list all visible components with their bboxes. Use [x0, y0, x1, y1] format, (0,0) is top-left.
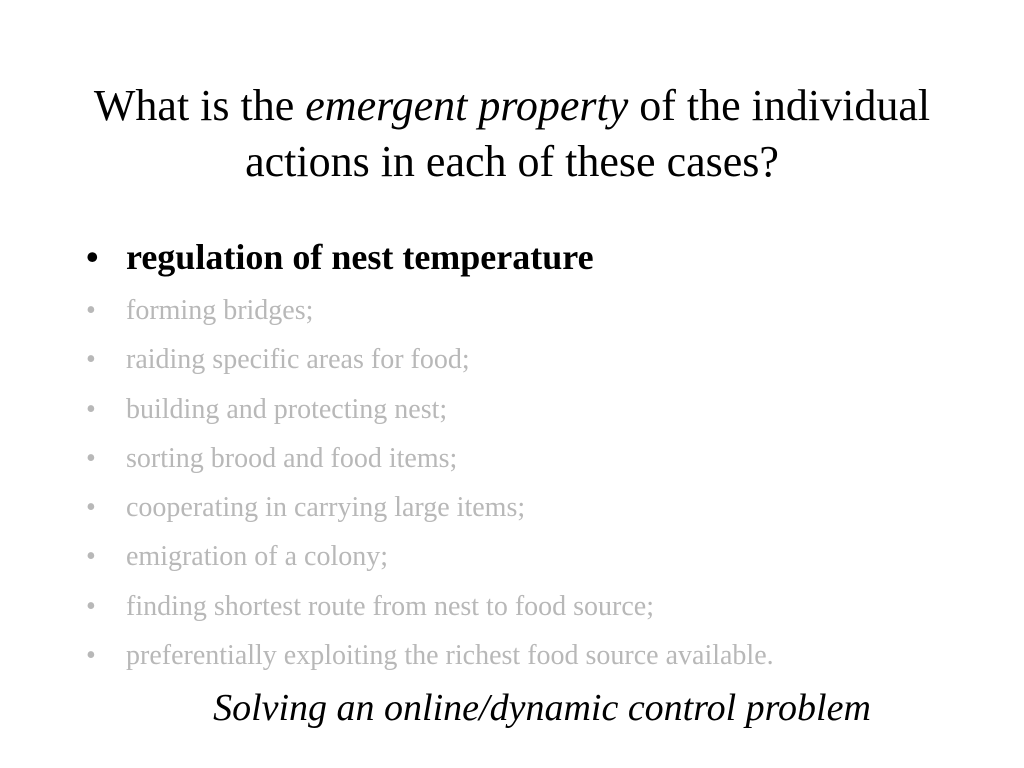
bullet-item-label: building and protecting nest; [126, 393, 448, 425]
bullet-icon: • [86, 442, 96, 474]
bullet-item-label: emigration of a colony; [126, 541, 389, 573]
bullet-item [86, 286, 774, 335]
bullet-icon: • [86, 492, 96, 524]
bullet-icon: • [86, 541, 96, 573]
bullet-icon: • [86, 344, 96, 376]
title-line-1 [0, 78, 1024, 134]
bullet-item-label: raiding specific areas for food; [126, 344, 470, 376]
bullet-item-label: finding shortest route from nest to food source; [126, 590, 655, 622]
bullet-item-label: forming bridges; [126, 295, 314, 326]
bullet-item-label: sorting brood and food items; [126, 442, 458, 474]
title-text-end: of the individual [628, 81, 931, 130]
bullet-item [86, 434, 774, 483]
title-emphasis: emergent property [305, 81, 629, 130]
bullet-item-label: regulation of nest temperature [126, 237, 594, 277]
bullet-icon: • [86, 640, 96, 672]
bullet-item-label: cooperating in carrying large items; [126, 492, 526, 524]
bullet-item [86, 385, 774, 434]
bullet-item [86, 483, 774, 532]
bullet-list [86, 232, 774, 680]
bullet-icon: • [86, 237, 99, 277]
bullet-item [86, 532, 774, 581]
bullet-item-highlight [86, 232, 774, 282]
bullet-item [86, 631, 774, 680]
bullet-icon: • [86, 590, 96, 622]
title-line-2: actions in each of these cases? [245, 137, 779, 186]
slide-footer-caption: Solving an online/dynamic control problem [213, 687, 871, 729]
bullet-icon: • [86, 393, 96, 425]
bullet-item [86, 335, 774, 384]
bullet-icon: • [86, 295, 96, 326]
bullet-item [86, 582, 774, 631]
title-text-start: What is the [93, 81, 306, 130]
slide-title [0, 78, 1024, 190]
bullet-item-label: preferentially exploiting the richest food source available. [126, 640, 774, 672]
